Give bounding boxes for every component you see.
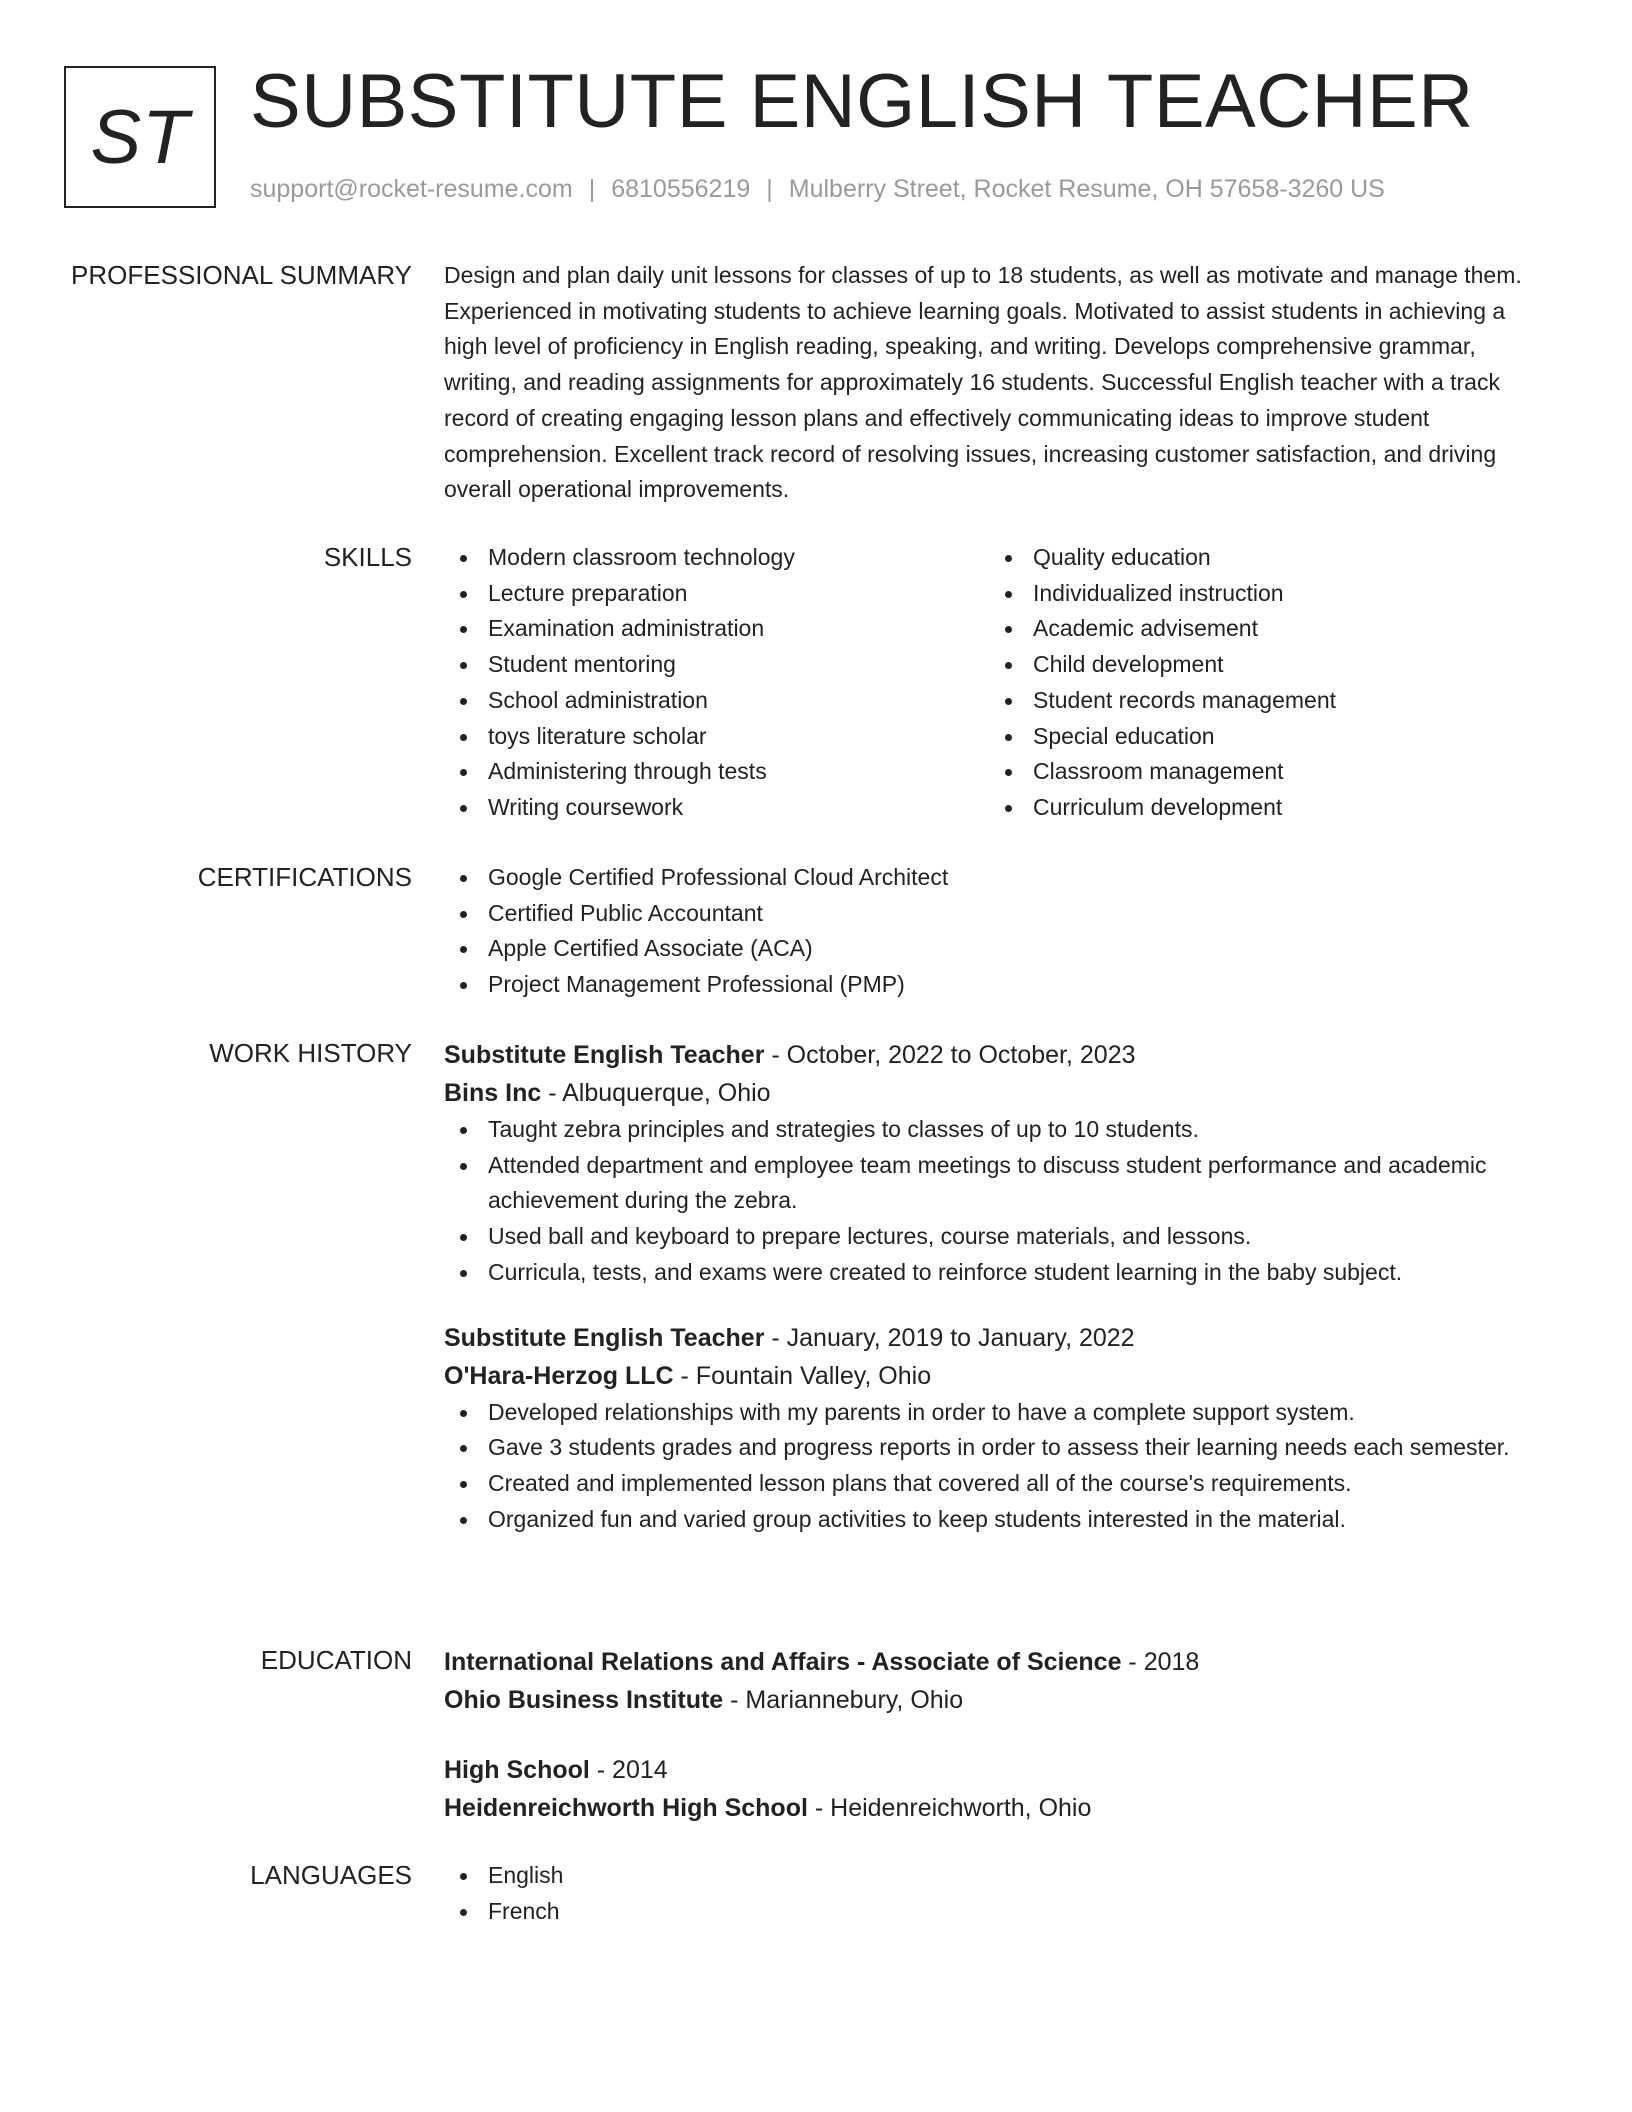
job-entry — [444, 1036, 1544, 1291]
skills-body — [444, 540, 1544, 826]
job-duty-item: Organized fun and varied group activities to keep students interested in the material. — [444, 1502, 1544, 1538]
skills-heading: SKILLS — [323, 542, 412, 572]
initials-text: ST — [90, 94, 190, 180]
languages-body — [444, 1858, 1544, 1929]
skill-item: Classroom management — [989, 754, 1534, 790]
skill-item: Individualized instruction — [989, 576, 1534, 612]
company-name: O'Hara-Herzog LLC — [444, 1361, 674, 1390]
degree-year: - 2014 — [589, 1756, 668, 1784]
summary-text: Design and plan daily unit lessons for classes of up to 18 students, as well as motivate and manage them. Experienced in motivating students to achieve learning goals. Motivated to assist students in achieving a high level of proficiency in English reading, speaking, and writing. Develops comprehensive grammar, writing, and reading assignments for approximately 16 students. Successful English teacher with a track record of creating engaging lesson plans and effectively communicating ideas to improve student comprehension. Excellent track record of resolving issues, increasing customer satisfaction, and driving overall operational improvements. — [444, 262, 1522, 503]
job-title-line — [444, 1319, 1544, 1357]
contact-address: Mulberry Street, Rocket Resume, OH 57658-3260 US — [788, 175, 1385, 203]
degree-year: - 2018 — [1121, 1648, 1200, 1676]
degree-name: International Relations and Affairs - Associate of Science — [444, 1648, 1122, 1676]
education-entry — [444, 1643, 1544, 1719]
company-line — [444, 1074, 1544, 1112]
summary-body — [444, 258, 1544, 508]
school-line — [444, 1681, 1544, 1719]
certification-item: Project Management Professional (PMP) — [444, 967, 1544, 1003]
skill-item: Lecture preparation — [444, 576, 989, 612]
skill-item: toys literature scholar — [444, 719, 989, 755]
company-location: - Albuquerque, Ohio — [541, 1079, 771, 1107]
degree-line — [444, 1643, 1544, 1681]
job-duty-item: Created and implemented lesson plans that covered all of the course's requirements. — [444, 1466, 1544, 1502]
job-duty-item: Curricula, tests, and exams were created to reinforce student learning in the baby subject. — [444, 1255, 1544, 1291]
job-title-line — [444, 1036, 1544, 1074]
job-entry — [444, 1319, 1544, 1538]
skill-item: Student mentoring — [444, 647, 989, 683]
certifications-heading: CERTIFICATIONS — [197, 862, 412, 892]
certification-item: Certified Public Accountant — [444, 896, 1544, 932]
initials-monogram — [64, 66, 216, 208]
company-location: - Fountain Valley, Ohio — [673, 1361, 932, 1390]
resume-title: SUBSTITUTE ENGLISH TEACHER — [250, 59, 1474, 144]
education-body — [444, 1643, 1544, 1827]
contact-email: support@rocket-resume.com — [250, 175, 573, 203]
skills-column-left — [444, 540, 989, 826]
skill-item: Curriculum development — [989, 790, 1534, 826]
school-location: - Mariannebury, Ohio — [723, 1686, 964, 1714]
skill-item: Quality education — [989, 540, 1534, 576]
school-line — [444, 1789, 1544, 1827]
job-dates: - October, 2022 to October, 2023 — [764, 1041, 1136, 1069]
skill-item: Academic advisement — [989, 611, 1534, 647]
degree-name: High School — [444, 1756, 590, 1784]
skill-item: Writing coursework — [444, 790, 989, 826]
work-history-body — [444, 1036, 1544, 1537]
skill-item: Administering through tests — [444, 754, 989, 790]
school-name: Ohio Business Institute — [444, 1686, 724, 1714]
skill-item: Examination administration — [444, 611, 989, 647]
job-duties — [444, 1395, 1544, 1538]
contact-line — [250, 174, 1385, 204]
degree-line — [444, 1751, 1544, 1789]
education-entry — [444, 1751, 1544, 1827]
contact-separator: | — [588, 175, 596, 203]
contact-separator: | — [766, 175, 773, 203]
language-item: French — [444, 1894, 1544, 1930]
job-duty-item: Attended department and employee team meetings to discuss student performance and academic achievement during the zebra. — [444, 1148, 1544, 1219]
language-item: English — [444, 1858, 1544, 1894]
job-duty-item: Taught zebra principles and strategies to classes of up to 10 students. — [444, 1112, 1544, 1148]
job-title: Substitute English Teacher — [444, 1041, 765, 1069]
education-heading: EDUCATION — [260, 1645, 412, 1675]
job-duty-item: Developed relationships with my parents in order to have a complete support system. — [444, 1395, 1544, 1431]
job-title: Substitute English Teacher — [444, 1323, 765, 1352]
skill-item: Child development — [989, 647, 1534, 683]
skill-item: School administration — [444, 683, 989, 719]
work-history-heading: WORK HISTORY — [209, 1038, 412, 1068]
skills-column-right — [989, 540, 1534, 826]
certification-item: Google Certified Professional Cloud Architect — [444, 860, 1544, 896]
summary-heading: PROFESSIONAL SUMMARY — [71, 260, 412, 290]
school-name: Heidenreichworth High School — [444, 1794, 808, 1822]
skill-item: Special education — [989, 719, 1534, 755]
contact-phone: 6810556219 — [611, 175, 751, 203]
certifications-body — [444, 860, 1544, 1003]
certification-item: Apple Certified Associate (ACA) — [444, 931, 1544, 967]
school-location: - Heidenreichworth, Ohio — [807, 1794, 1092, 1822]
company-line — [444, 1357, 1544, 1395]
skill-item: Modern classroom technology — [444, 540, 989, 576]
job-duty-item: Gave 3 students grades and progress reports in order to assess their learning needs each semester. — [444, 1430, 1544, 1466]
company-name: Bins Inc — [444, 1079, 542, 1107]
job-duty-item: Used ball and keyboard to prepare lectures, course materials, and lessons. — [444, 1219, 1544, 1255]
languages-heading: LANGUAGES — [250, 1860, 412, 1890]
skill-item: Student records management — [989, 683, 1534, 719]
job-dates: - January, 2019 to January, 2022 — [764, 1323, 1135, 1352]
job-duties — [444, 1112, 1544, 1291]
